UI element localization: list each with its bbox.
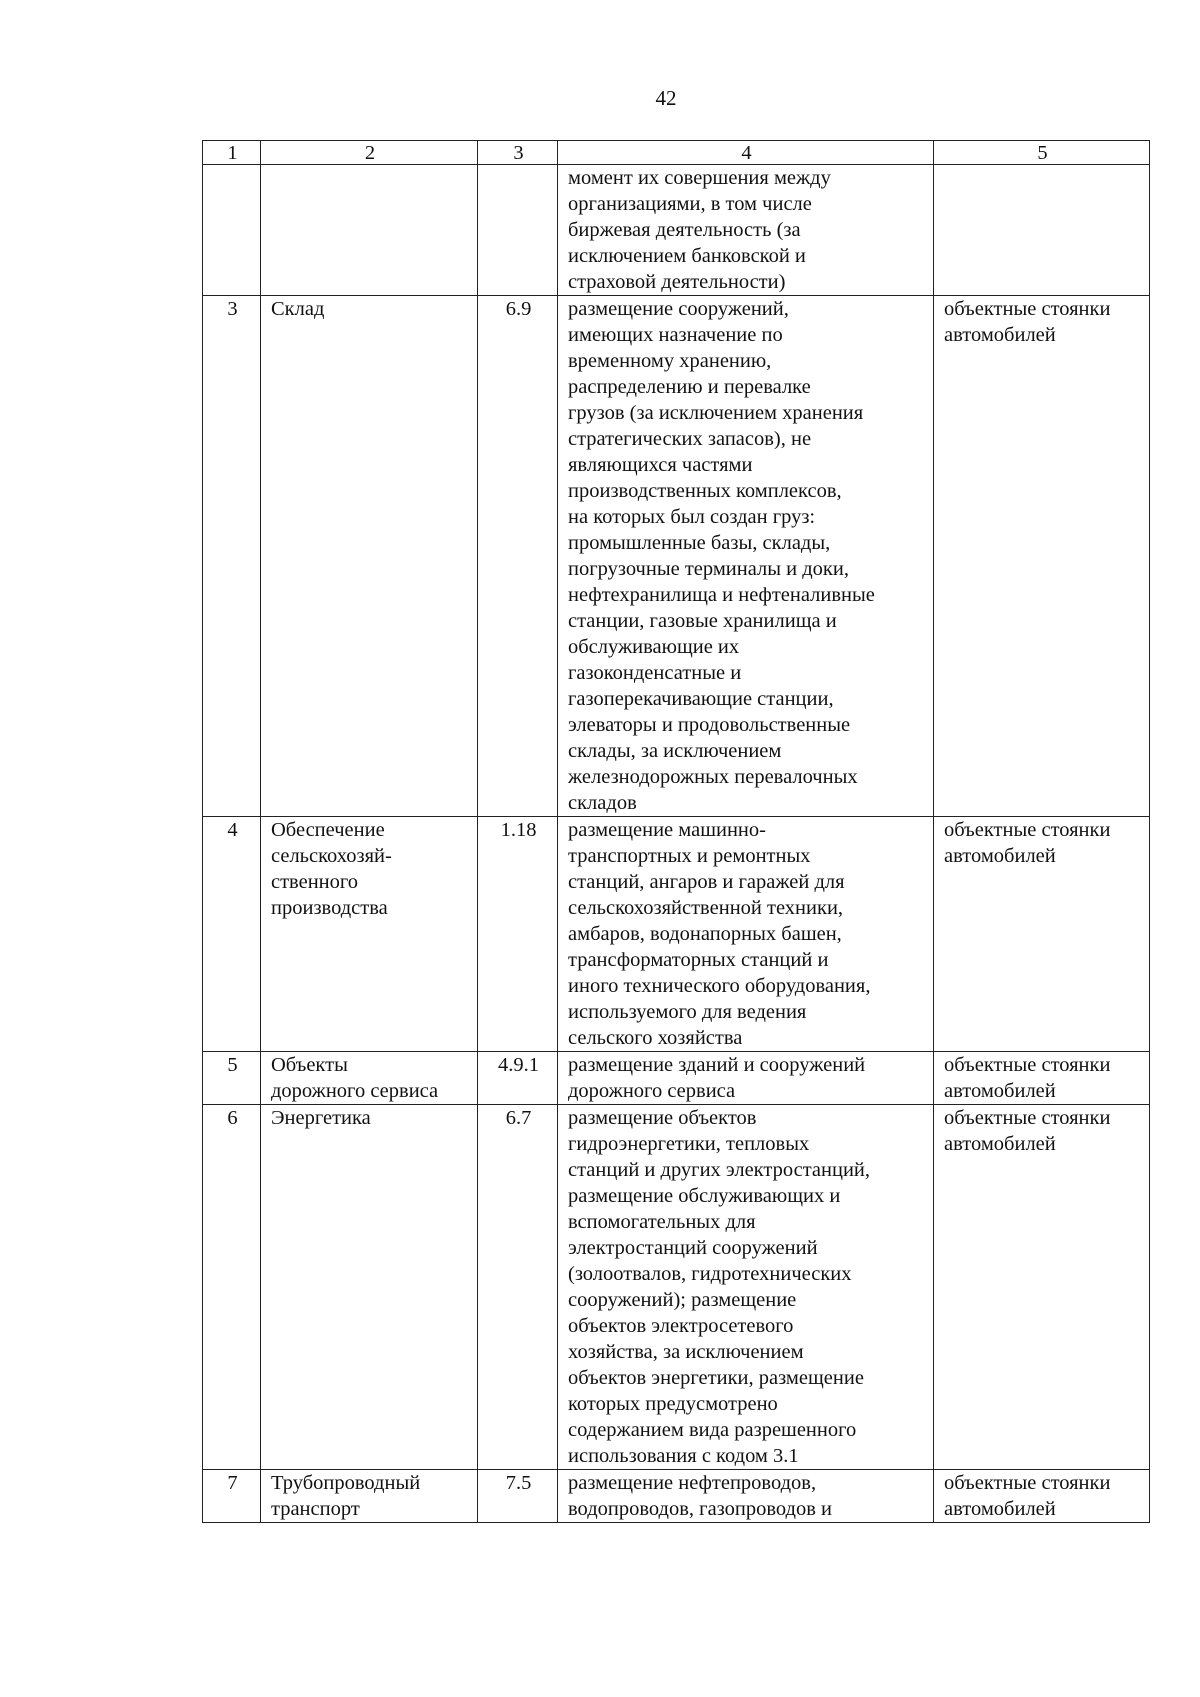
auxiliary-use: объектные стоянки автомобилей <box>934 1470 1150 1523</box>
row-number: 7 <box>203 1470 261 1523</box>
use-type-description: размещение объектов гидроэнергетики, тепловых станций и других электростанций, размещение обслуживающих и вспомогательных для электростанций сооружений (золоотвалов, гидротехнических сооружений); размещение объектов электросетевого хозяйства, за исключением объектов энергетики, размещение которых предусмотрено содержанием вида разрешенного использования с кодом 3.1 <box>558 1105 934 1470</box>
use-type-description: размещение сооружений, имеющих назначение по временному хранению, распределению и перевалке грузов (за исключением хранения стратегических запасов), не являющихся частями производственных комплексов, на которых был создан груз: промышленные базы, склады, погрузочные терминалы и доки, нефтехранилища и нефтеналивные станции, газовые хранилища и обслуживающие их газоконденсатные и газоперекачивающие станции, элеваторы и продовольственные склады, за исключением железнодорожных перевалочных складов <box>558 296 934 817</box>
auxiliary-use: объектные стоянки автомобилей <box>934 1052 1150 1105</box>
table-header-row <box>203 141 1150 165</box>
auxiliary-use: объектные стоянки автомобилей <box>934 1105 1150 1470</box>
table-row <box>203 165 1150 296</box>
page-number: 42 <box>655 86 677 110</box>
use-type-code <box>478 165 558 296</box>
use-type-code: 6.9 <box>478 296 558 817</box>
row-number: 6 <box>203 1105 261 1470</box>
use-type-description: размещение машинно- транспортных и ремонтных станций, ангаров и гаражей для сельскохозяйственной техники, амбаров, водонапорных башен, трансформаторных станций и иного технического оборудования, используемого для ведения сельского хозяйства <box>558 817 934 1052</box>
auxiliary-use <box>934 165 1150 296</box>
row-number <box>203 165 261 296</box>
column-header-1: 1 <box>203 141 261 165</box>
use-type-name <box>261 165 478 296</box>
column-header-4: 4 <box>558 141 934 165</box>
use-type-code: 4.9.1 <box>478 1052 558 1105</box>
column-header-2: 2 <box>261 141 478 165</box>
table-row <box>203 1470 1150 1523</box>
use-type-name: Обеспечение сельскохозяй- ственного производства <box>261 817 478 1052</box>
row-number: 3 <box>203 296 261 817</box>
use-type-name: Энергетика <box>261 1105 478 1470</box>
use-type-description: размещение зданий и сооружений дорожного сервиса <box>558 1052 934 1105</box>
use-type-name: Склад <box>261 296 478 817</box>
use-type-description: момент их совершения между организациями, в том числе биржевая деятельность (за исключением банковской и страховой деятельности) <box>558 165 934 296</box>
auxiliary-use: объектные стоянки автомобилей <box>934 817 1150 1052</box>
row-number: 5 <box>203 1052 261 1105</box>
land-use-table <box>202 140 1150 1523</box>
table-row <box>203 1105 1150 1470</box>
table-row <box>203 817 1150 1052</box>
table-row <box>203 296 1150 817</box>
auxiliary-use: объектные стоянки автомобилей <box>934 296 1150 817</box>
use-type-name: Объекты дорожного сервиса <box>261 1052 478 1105</box>
use-type-code: 1.18 <box>478 817 558 1052</box>
use-type-code: 7.5 <box>478 1470 558 1523</box>
use-type-code: 6.7 <box>478 1105 558 1470</box>
column-header-3: 3 <box>478 141 558 165</box>
row-number: 4 <box>203 817 261 1052</box>
use-type-description: размещение нефтепроводов, водопроводов, газопроводов и <box>558 1470 934 1523</box>
column-header-5: 5 <box>934 141 1150 165</box>
table-row <box>203 1052 1150 1105</box>
use-type-name: Трубопроводный транспорт <box>261 1470 478 1523</box>
